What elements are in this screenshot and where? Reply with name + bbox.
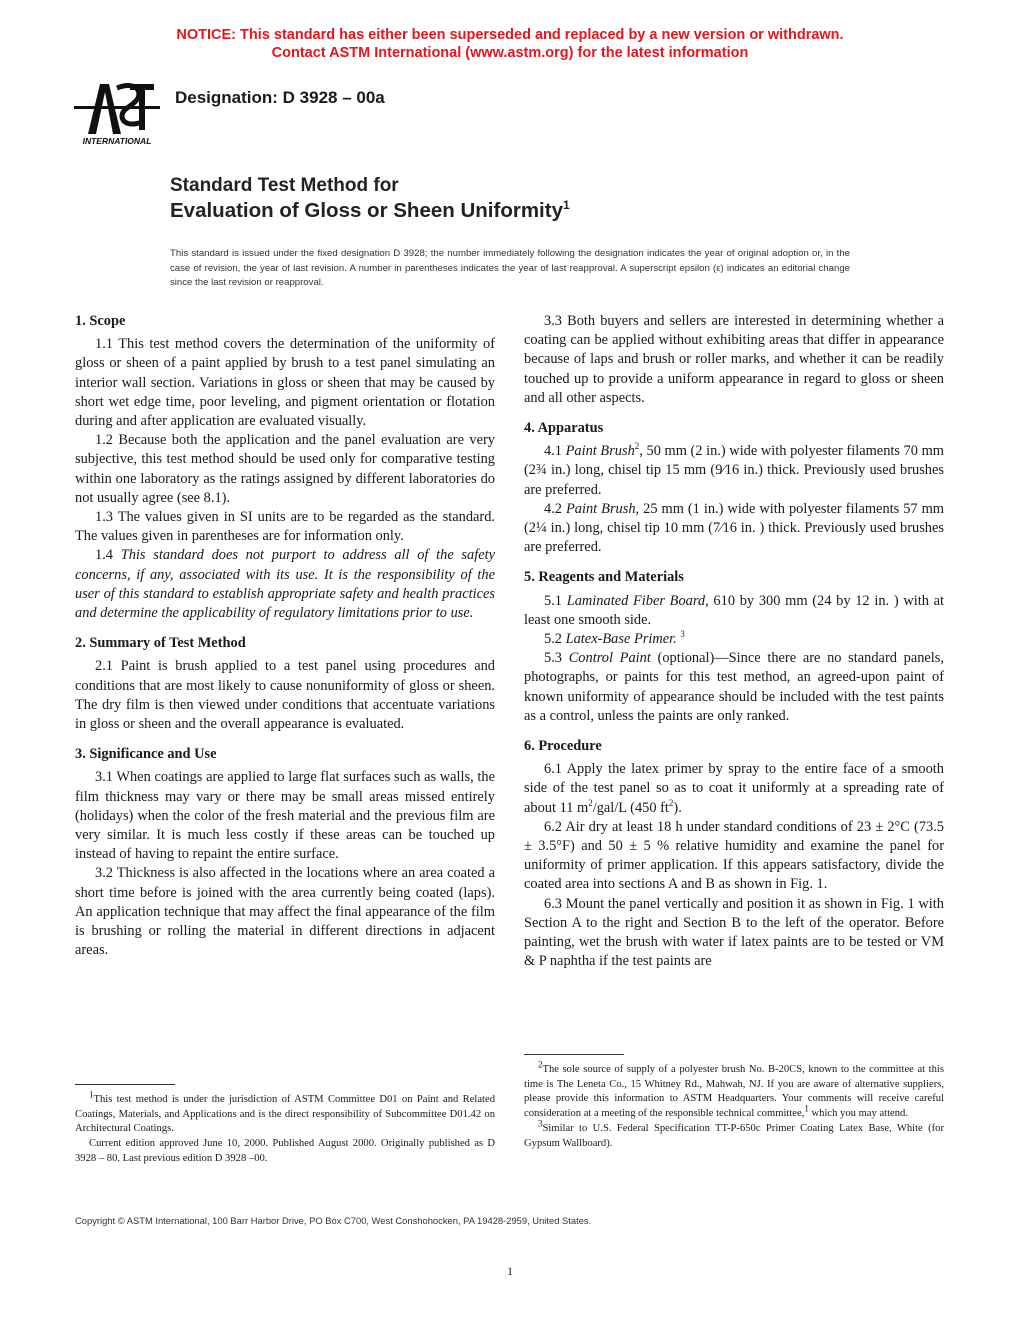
title-line-1: Standard Test Method for <box>170 175 399 196</box>
paragraph: 1.2 Because both the application and the panel evaluation are very subjective, this test method should be used only for comparative testing within one laboratory as the ratings assigned by different laboratories do not usually agree (see 8.1). <box>75 432 495 506</box>
document-title <box>170 198 570 224</box>
footnote <box>524 1118 944 1151</box>
footnote-text: The sole source of supply of a polyester brush No. B-20CS, known to the committee at this time is The Leneta Co., 15 Whitney Rd., Mahwah, NJ. If you are aware of alternative suppliers, please provide this information to ASTM Headquarters. Your comments will receive careful consideration at a meeting of the responsible technical committee, <box>524 1064 944 1120</box>
title-footnote-ref: 1 <box>562 198 570 213</box>
paragraph-number: 4.2 <box>544 500 562 517</box>
paragraph <box>524 630 944 649</box>
text-run: ). <box>673 799 682 816</box>
item-name: Paint Brush <box>565 443 635 460</box>
item-description: , 610 by 300 mm (24 by 12 in. ) with at least one smooth side. <box>524 592 945 628</box>
paragraph-number: 5.1 <box>544 592 562 609</box>
title-text: Evaluation of Gloss or Sheen Uniformity <box>170 199 563 222</box>
superscript: 2 <box>668 797 674 808</box>
paragraph: 3.3 Both buyers and sellers are interested in determining whether a coating can be applied without exhibiting areas that differ in appearance because of laps and brush or roller marks, and whether it can be readily touched up to provide a uniform appearance in regard to gloss or sheen and all other aspects. <box>524 313 944 406</box>
section-summary <box>75 634 495 734</box>
paragraph: 3.1 When coatings are applied to large flat surfaces such as walls, the film thickness may vary or there may be small areas missed entirely (holidays) when the color of the fresh material and the previous film are very similar. It is much less costly if these areas can be touched up instead of having to repaint the entire surface. <box>75 769 495 863</box>
item-description: (optional)—Since there are no standard panels, photographs, or paints for this test method, an agreed-upon paint of known uniformity of appearance should be included with the test paints as a control, unless the paints are only ranked. <box>524 650 944 724</box>
footnotes-right <box>524 1054 944 1151</box>
section-heading: 1. Scope <box>75 313 126 329</box>
paragraph: 1.3 The values given in SI units are to be regarded as the standard. The values given in parentheses are for information only. <box>75 509 495 545</box>
paragraph <box>524 442 944 500</box>
paragraph <box>524 760 944 818</box>
footnote-ref: 1 <box>804 1103 809 1114</box>
designation: Designation: D 3928 – 00a <box>175 88 385 107</box>
paragraph <box>75 546 495 623</box>
right-column <box>524 312 944 983</box>
paragraph: 1.1 This test method covers the determination of the uniformity of gloss or sheen of a paint applied by brush to a test panel simulating an interior wall section. Variations in gloss or sheen that may be caused by short wet edge time, poor leveling, and pigment orientation or flotation during and after application are evaluated visually. <box>75 336 495 430</box>
section-apparatus <box>524 419 944 557</box>
section-heading: 3. Significance and Use <box>75 746 217 763</box>
section-heading: 2. Summary of Test Method <box>75 635 246 652</box>
safety-caveat: This standard does not purport to address all of the safety concerns, if any, associated with its use. It is the responsibility of the user of this standard to establish appropriate safety and health practices and determine the applicability of regulatory limitations prior to use. <box>75 547 495 622</box>
paragraph <box>524 649 944 726</box>
issue-note: This standard is issued under the fixed designation D 3928; the number immediately following the designation indicates the year of original adoption or, in the case of revision, the year of last revision. A number in parentheses indicates the year of last reapproval. A superscript epsilon (ε) indicates an editorial change since the last revision or reapproval. <box>170 248 850 288</box>
footnote-marker: 3 <box>538 1118 543 1129</box>
section-heading: 5. Reagents and Materials <box>524 569 684 586</box>
superscript: 2 <box>588 797 593 808</box>
paragraph-number: 5.3 <box>544 650 562 667</box>
footnote-marker: 2 <box>538 1059 543 1070</box>
left-column <box>75 312 495 972</box>
title-block <box>170 174 570 224</box>
item-name: Latex-Base Primer. <box>565 631 677 648</box>
item-name: Control Paint <box>568 650 651 667</box>
astm-logo <box>72 78 162 150</box>
paragraph: 6.3 Mount the panel vertically and position it as shown in Fig. 1 with Section A to the right and Section B to the left of the operator. Before painting, wet the brush with water if latex paints are to be tested or VM & P naphtha if the test paints are <box>524 895 944 970</box>
superseded-notice <box>0 26 1020 62</box>
section-scope <box>75 312 495 623</box>
section-reagents <box>524 568 944 726</box>
footnote-marker: 1 <box>89 1089 94 1100</box>
text-run: 6.1 Apply the latex primer by spray to the entire face of a smooth side of the test panel so as to coat it uniformly at a spreading rate of about 11 m <box>524 761 944 816</box>
copyright: Copyright © ASTM International, 100 Barr Harbor Drive, PO Box C700, West Conshohocken, PA 19428-2959, United States. <box>75 1215 592 1226</box>
section-heading: 4. Apparatus <box>524 420 604 437</box>
notice-line-2: Contact ASTM International (www.astm.org) for the latest information <box>271 45 749 61</box>
footnote-ref: 2 <box>634 441 640 452</box>
section-significance <box>75 745 495 960</box>
footnote-text: Similar to U.S. Federal Specification TT-P-650c Primer Coating Latex Base, White (for Gypsum Wallboard). <box>524 1122 944 1149</box>
paragraph: 6.2 Air dry at least 18 h under standard conditions of 23 ± 2°C (73.5 ± 3.5°F) and 50 ± 5 % relative humidity and examine the panel for uniformity of primer application. If this appears satisfactory, divide the coated area into sections A and B as shown in Fig. 1. <box>524 818 944 893</box>
notice-line-1: NOTICE: This standard has either been superseded and replaced by a new version or withdrawn. <box>176 27 844 43</box>
paragraph <box>524 500 944 558</box>
paragraph-number: 1.4 <box>95 547 113 564</box>
footnote-text: This test method is under the jurisdiction of ASTM Committee D01 on Paint and Related Coatings, Materials, and Applications and is the direct responsibility of Subcommittee D01.42 on Architectural Coatings. <box>75 1094 495 1135</box>
paragraph <box>524 592 944 630</box>
footnote-divider <box>524 1054 624 1055</box>
item-name: Paint Brush <box>566 500 636 517</box>
item-name: Laminated Fiber Board <box>566 592 706 609</box>
footnote: Current edition approved June 10, 2000. Published August 2000. Originally published as D 3928 – 80. Last previous edition D 3928 –00. <box>75 1138 495 1164</box>
item-description: , 50 mm (2 in.) wide with polyester filaments 70 mm (2¾ in.) long, chisel tip 15 mm (9⁄16 in.) thick. Previously used brushes are preferred. <box>524 443 944 498</box>
logo-subtext: INTERNATIONAL <box>82 136 152 146</box>
footnote <box>75 1089 495 1137</box>
footnote-divider <box>75 1084 175 1085</box>
text-run: /gal/L (450 ft <box>592 799 669 816</box>
footnote-ref: 3 <box>680 629 685 640</box>
paragraph-number: 4.1 <box>544 443 562 460</box>
section-procedure <box>524 737 944 971</box>
section-significance-cont <box>524 312 944 408</box>
paragraph: 3.2 Thickness is also affected in the locations where an area coated a short time before is joined with the area currently being coated (laps). An application technique that may affect the final appearance of the film is brushing or rolling the material in different directions in adjacent areas. <box>75 865 495 959</box>
footnote <box>524 1059 944 1122</box>
footnotes-left <box>75 1084 495 1167</box>
footnote-text: which you may attend. <box>808 1108 908 1120</box>
paragraph: 2.1 Paint is brush applied to a test panel using procedures and conditions that are most likely to cause nonuniformity of gloss or sheen. The dry film is then viewed under conditions that accentuate variations in gloss or sheen and the overall appearance is evaluated. <box>75 658 495 733</box>
section-heading: 6. Procedure <box>524 738 602 755</box>
page-number: 1 <box>507 1264 513 1278</box>
item-description: , 25 mm (1 in.) wide with polyester filaments 57 mm (2¼ in.) long, chisel tip 10 mm (7⁄16 in. ) thick. Previously used brushes are preferred. <box>524 500 944 556</box>
paragraph-number: 5.2 <box>544 631 562 648</box>
